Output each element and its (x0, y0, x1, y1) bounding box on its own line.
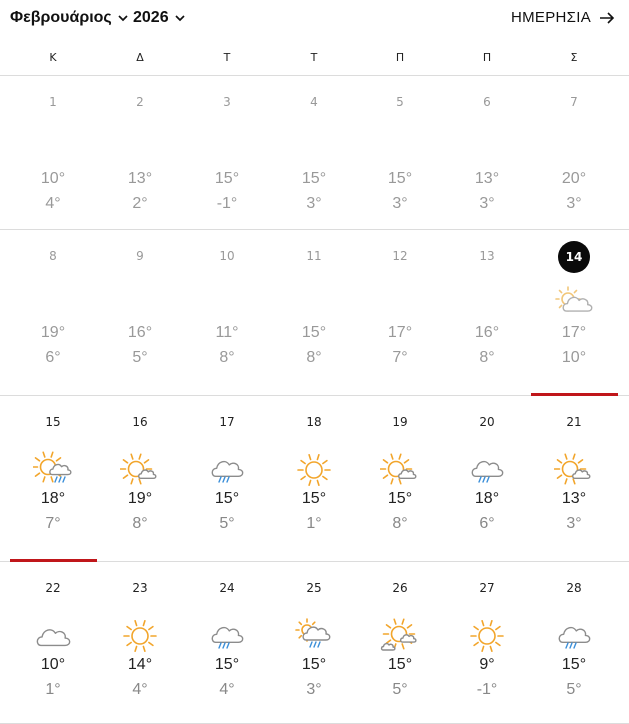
sun-small-cloud-icon (380, 450, 420, 490)
day-number: 23 (132, 581, 148, 595)
min-temp: 3° (392, 195, 408, 212)
daily-view-link[interactable] (511, 9, 615, 26)
sun-cloud-rain-icon (33, 450, 73, 490)
sun-icon (294, 450, 334, 490)
month-selector[interactable] (10, 9, 129, 27)
min-temp: 2° (132, 195, 148, 212)
max-temp: 13° (474, 170, 500, 187)
day-cell (444, 76, 531, 229)
day-cell[interactable] (444, 562, 531, 723)
max-temp: 15° (387, 170, 413, 187)
min-temp: 6° (479, 515, 495, 532)
max-temp: 17° (561, 324, 587, 341)
day-cell[interactable] (10, 396, 97, 561)
day-number: 24 (219, 581, 235, 595)
max-temp: 16° (127, 324, 153, 341)
day-number: 18 (306, 415, 322, 429)
day-cell (10, 76, 97, 229)
max-temp: 15° (214, 656, 240, 673)
day-cell[interactable] (271, 396, 358, 561)
max-temp: 15° (301, 656, 327, 673)
max-temp: 15° (301, 170, 327, 187)
min-temp: 3° (566, 515, 582, 532)
weekday-label: Τ (223, 51, 231, 64)
sun-icon (467, 616, 507, 656)
max-temp: 20° (561, 170, 587, 187)
day-number: 16 (132, 415, 148, 429)
day-cell (184, 230, 271, 395)
day-cell (357, 76, 444, 229)
cloud-rain-icon (554, 616, 594, 656)
max-temp: 18° (474, 490, 500, 507)
max-temp: 9° (479, 656, 495, 673)
cloud-rain-icon (467, 450, 507, 490)
day-cell (97, 230, 184, 395)
min-temp: 8° (132, 515, 148, 532)
day-cell (10, 230, 97, 395)
min-temp: -1° (216, 195, 238, 212)
sun-two-clouds-icon (380, 616, 420, 656)
max-temp: 18° (40, 490, 66, 507)
max-temp: 14° (127, 656, 153, 673)
min-temp: 3° (306, 681, 322, 698)
min-temp: 4° (45, 195, 61, 212)
day-number: 8 (49, 249, 57, 263)
sun-behind-cloud-rain-icon (294, 616, 334, 656)
min-temp: 5° (392, 681, 408, 698)
day-cell (97, 76, 184, 229)
max-temp: 15° (387, 656, 413, 673)
day-cell (357, 230, 444, 395)
day-number: 1 (49, 95, 57, 109)
min-temp: 5° (219, 515, 235, 532)
min-temp: 7° (392, 349, 408, 366)
weekday-label: Σ (570, 51, 578, 64)
calendar-week-row (0, 76, 629, 230)
day-number: 11 (306, 249, 322, 263)
day-cell[interactable] (444, 396, 531, 561)
min-temp: 4° (219, 681, 235, 698)
today-badge: 14 (558, 241, 590, 273)
max-temp: 15° (214, 490, 240, 507)
month-label: Φεβρουάριος (10, 9, 112, 26)
day-cell (531, 76, 618, 229)
min-temp: 1° (45, 681, 61, 698)
max-temp: 16° (474, 324, 500, 341)
day-number: 5 (396, 95, 404, 109)
max-temp: 15° (301, 324, 327, 341)
day-cell[interactable] (97, 562, 184, 723)
day-cell[interactable] (531, 396, 618, 561)
day-number: 17 (219, 415, 235, 429)
day-cell (184, 76, 271, 229)
cloud-icon (33, 616, 73, 656)
day-cell (271, 76, 358, 229)
min-temp: 10° (561, 349, 587, 366)
weekday-label: Δ (136, 51, 144, 64)
min-temp: 3° (306, 195, 322, 212)
min-temp: 7° (45, 515, 61, 532)
weekday-label: Τ (310, 51, 318, 64)
max-temp: 13° (561, 490, 587, 507)
day-number: 10 (219, 249, 235, 263)
day-cell[interactable] (531, 562, 618, 723)
day-cell[interactable] (357, 396, 444, 561)
day-number: 25 (306, 581, 322, 595)
day-number: 6 (483, 95, 491, 109)
day-number: 12 (392, 249, 408, 263)
min-temp: -1° (476, 681, 498, 698)
max-temp: 15° (561, 656, 587, 673)
sun-small-cloud-icon (120, 450, 160, 490)
day-number: 9 (136, 249, 144, 263)
min-temp: 8° (219, 349, 235, 366)
partly-cloudy-faded-icon (554, 284, 594, 324)
day-cell[interactable] (357, 562, 444, 723)
max-temp: 19° (40, 324, 66, 341)
max-temp: 10° (40, 656, 66, 673)
max-temp: 17° (387, 324, 413, 341)
day-cell[interactable] (10, 562, 97, 723)
max-temp: 15° (387, 490, 413, 507)
day-cell[interactable] (271, 562, 358, 723)
min-temp: 8° (392, 515, 408, 532)
calendar-week-row (0, 396, 629, 562)
day-number: 2 (136, 95, 144, 109)
max-temp: 15° (301, 490, 327, 507)
day-number: 28 (566, 581, 582, 595)
daily-view-label: ΗΜΕΡΗΣΙΑ (510, 9, 591, 26)
calendar-week-row (0, 230, 629, 396)
day-number: 4 (310, 95, 318, 109)
max-temp: 15° (214, 170, 240, 187)
chevron-down-icon (117, 12, 129, 24)
day-number: 13 (479, 249, 495, 263)
day-number: 21 (566, 415, 582, 429)
day-number: 20 (479, 415, 495, 429)
day-cell (271, 230, 358, 395)
day-cell[interactable] (97, 396, 184, 561)
day-number: 3 (223, 95, 231, 109)
min-temp: 5° (132, 349, 148, 366)
calendar-week-row (0, 562, 629, 724)
sun-small-cloud-icon (554, 450, 594, 490)
weekday-header-row (0, 46, 629, 76)
min-temp: 1° (306, 515, 322, 532)
cloud-rain-icon (207, 616, 247, 656)
day-cell (444, 230, 531, 395)
weekday-label: Π (395, 51, 405, 64)
day-number: 22 (45, 581, 61, 595)
min-temp: 3° (479, 195, 495, 212)
day-number: 15 (45, 415, 61, 429)
cloud-rain-icon (207, 450, 247, 490)
day-cell[interactable] (184, 562, 271, 723)
day-number: 19 (392, 415, 408, 429)
day-cell[interactable] (184, 396, 271, 561)
weekday-label: Π (482, 51, 492, 64)
day-number: 7 (570, 95, 578, 109)
chevron-down-icon (174, 12, 186, 24)
weekday-label: Κ (49, 51, 57, 64)
year-label: 2026 (133, 9, 169, 26)
calendar-header (0, 0, 629, 40)
max-temp: 13° (127, 170, 153, 187)
max-temp: 11° (215, 324, 239, 341)
min-temp: 3° (566, 195, 582, 212)
min-temp: 8° (479, 349, 495, 366)
arrow-right-icon (599, 11, 615, 25)
day-cell (531, 230, 618, 395)
day-number: 27 (479, 581, 495, 595)
sun-icon (120, 616, 160, 656)
min-temp: 4° (132, 681, 148, 698)
min-temp: 6° (45, 349, 61, 366)
year-selector[interactable] (133, 9, 186, 27)
day-number: 26 (392, 581, 408, 595)
max-temp: 19° (127, 490, 153, 507)
min-temp: 8° (306, 349, 322, 366)
min-temp: 5° (566, 681, 582, 698)
max-temp: 10° (40, 170, 66, 187)
